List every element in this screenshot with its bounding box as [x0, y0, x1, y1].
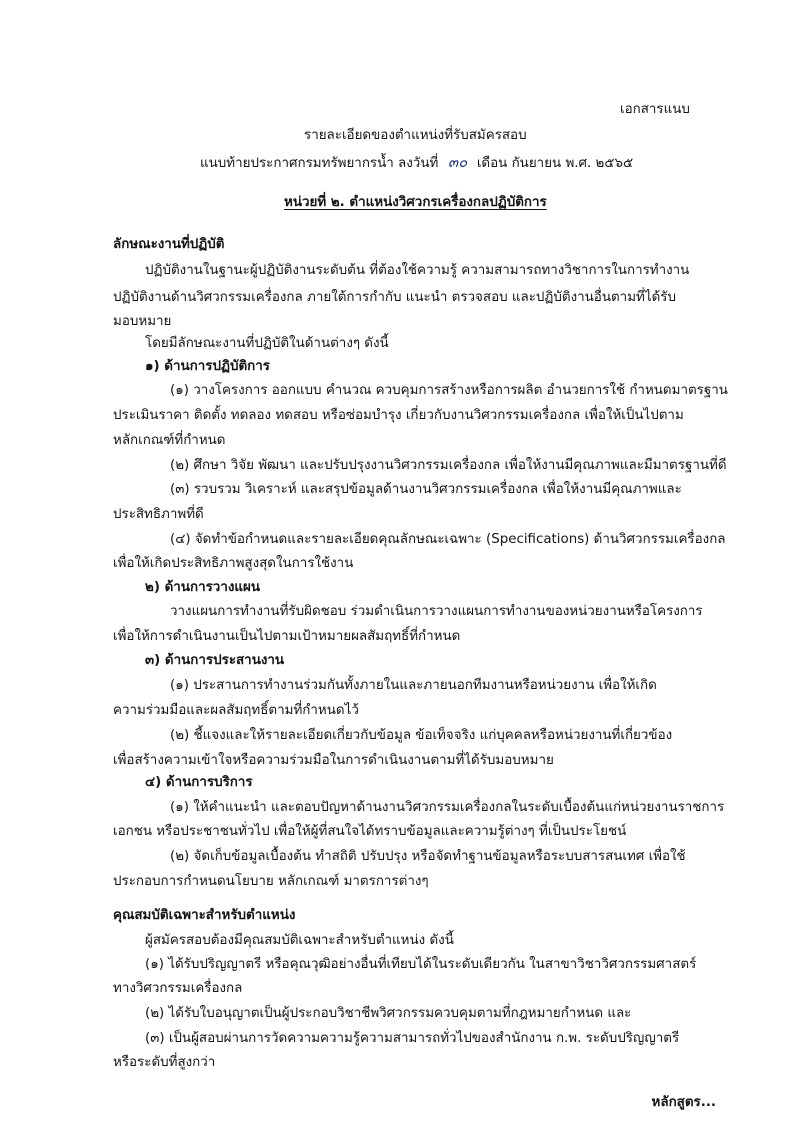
- qualification-line: ทางวิศวกรรมเครื่องกล: [113, 981, 243, 996]
- service-item-line: (๒) จัดเก็บข้อมูลเบื้องต้น ทำสถิติ ปรับปรุง หรือจัดทำฐานข้อมูลหรือระบบสารสนเทศ เพื่อใช้: [170, 849, 686, 864]
- service-item-line: ประกอบการกำหนดนโยบาย หลักเกณฑ์ มาตรการต่างๆ: [113, 874, 429, 889]
- operations-item-line: (๑) วางโครงการ ออกแบบ คำนวณ ควบคุมการสร้างหรือการผลิต อำนวยการใช้ กำหนดมาตรฐาน: [170, 383, 728, 398]
- operations-item-line: (๔) จัดทำข้อกำหนดและรายละเอียดคุณลักษณะเฉพาะ (Specifications) ด้านวิศวกรรมเครื่องกล: [170, 532, 726, 547]
- operations-item-line: (๓) รวบรวม วิเคราะห์ และสรุปข้อมูลด้านงานวิศวกรรมเครื่องกล เพื่อให้งานมีคุณภาพและ: [170, 482, 682, 497]
- document-title: รายละเอียดของตำแหน่งที่รับสมัครสอบ: [304, 128, 527, 143]
- qualifications-intro: ผู้สมัครสอบต้องมีคุณสมบัติเฉพาะสำหรับตำแหน่ง ดังนี้: [145, 933, 454, 948]
- subtitle-prefix: แนบท้ายประกาศกรมทรัพยากรน้ำ ลงวันที่: [200, 156, 439, 171]
- qualifications-heading: คุณสมบัติเฉพาะสำหรับตำแหน่ง: [113, 908, 296, 923]
- operations-item-line: ประเมินราคา ติดตั้ง ทดลอง ทดสอบ หรือซ่อมบำรุง เกี่ยวกับงานวิศวกรรมเครื่องกล เพื่อให้เป็นไปตาม: [113, 408, 684, 423]
- duties-heading: ลักษณะงานที่ปฏิบัติ: [113, 237, 225, 252]
- qualification-line: (๒) ได้รับใบอนุญาตเป็นผู้ประกอบวิชาชีพวิศวกรรมควบคุมตามที่กฎหมายกำหนด และ: [145, 1006, 632, 1021]
- subtitle-suffix: เดือน กันยายน พ.ศ. ๒๕๖๕: [476, 156, 634, 171]
- duties-intro-line: มอบหมาย: [113, 314, 172, 329]
- attachment-label: เอกสารแนบ: [620, 102, 690, 117]
- planning-line: เพื่อให้การดำเนินงานเป็นไปตามเป้าหมายผลสัมฤทธิ์ที่กำหนด: [113, 629, 461, 644]
- qualification-line: (๓) เป็นผู้สอบผ่านการวัดความความรู้ความสามารถทั่วไปของสำนักงาน ก.พ. ระดับปริญญาตรี: [145, 1031, 680, 1046]
- areas-intro: โดยมีลักษณะงานที่ปฏิบัติในด้านต่างๆ ดังนี้: [145, 336, 389, 351]
- coordination-item-line: เพื่อสร้างความเข้าใจหรือความร่วมมือในการดำเนินงานตามที่ได้รับมอบหมาย: [113, 753, 554, 768]
- qualification-line: (๑) ได้รับปริญญาตรี หรือคุณวุฒิอย่างอื่นที่เทียบได้ในระดับเดียวกัน ในสาขาวิชาวิศวกรรมศาสตร์: [145, 957, 697, 972]
- operations-item-line: หลักเกณฑ์ที่กำหนด: [113, 433, 226, 448]
- handwritten-date: ๓๐: [447, 153, 468, 171]
- section-planning-heading: ๒) ด้านการวางแผน: [145, 580, 261, 595]
- service-item-line: (๑) ให้คำแนะนำ และตอบปัญหาด้านงานวิศวกรรมเครื่องกลในระดับเบื้องต้นแก่หน่วยงานราชการ: [170, 800, 725, 815]
- operations-item-line: เพื่อให้เกิดประสิทธิภาพสูงสุดในการใช้งาน: [113, 556, 354, 571]
- service-item-line: เอกชน หรือประชาชนทั่วไป เพื่อให้ผู้ที่สนใจได้ทราบข้อมูลและความรู้ต่างๆ ที่เป็นประโยชน์: [113, 824, 627, 839]
- qualification-line: หรือระดับที่สูงกว่า: [113, 1055, 216, 1070]
- section-coordination-heading: ๓) ด้านการประสานงาน: [145, 653, 285, 668]
- continuation-text: หลักสูตร...: [651, 1095, 716, 1110]
- section-service-heading: ๔) ด้านการบริการ: [145, 775, 253, 790]
- coordination-item-line: (๒) ชี้แจงและให้รายละเอียดเกี่ยวกับข้อมูล ข้อเท็จจริง แก่บุคคลหรือหน่วยงานที่เกี่ยวข้อง: [170, 728, 673, 743]
- duties-intro-line: ปฏิบัติงานด้านวิศวกรรมเครื่องกล ภายใต้การกำกับ แนะนำ ตรวจสอบ และปฏิบัติงานอื่นตามที่ได้รับ: [113, 290, 676, 305]
- document-subtitle: [200, 152, 633, 174]
- duties-intro-line: ปฏิบัติงานในฐานะผู้ปฏิบัติงานระดับต้น ที่ต้องใช้ความรู้ ความสามารถทางวิชาการในการทำงาน: [145, 263, 690, 278]
- planning-line: วางแผนการทำงานที่รับผิดชอบ ร่วมดำเนินการวางแผนการทำงานของหน่วยงานหรือโครงการ: [170, 604, 703, 619]
- operations-item-line: (๒) ศึกษา วิจัย พัฒนา และปรับปรุงงานวิศวกรรมเครื่องกล เพื่อให้งานมีคุณภาพและมีมาตรฐานที่ดี: [170, 458, 727, 473]
- operations-item-line: ประสิทธิภาพที่ดี: [113, 507, 204, 522]
- coordination-item-line: ความร่วมมือและผลสัมฤทธิ์ตามที่กำหนดไว้: [113, 703, 359, 718]
- coordination-item-line: (๑) ประสานการทำงานร่วมกันทั้งภายในและภายนอกทีมงานหรือหน่วยงาน เพื่อให้เกิด: [170, 678, 657, 693]
- unit-heading: หน่วยที่ ๒. ตำแหน่งวิศวกรเครื่องกลปฏิบัติการ: [284, 195, 547, 210]
- section-operations-heading: ๑) ด้านการปฏิบัติการ: [145, 359, 270, 374]
